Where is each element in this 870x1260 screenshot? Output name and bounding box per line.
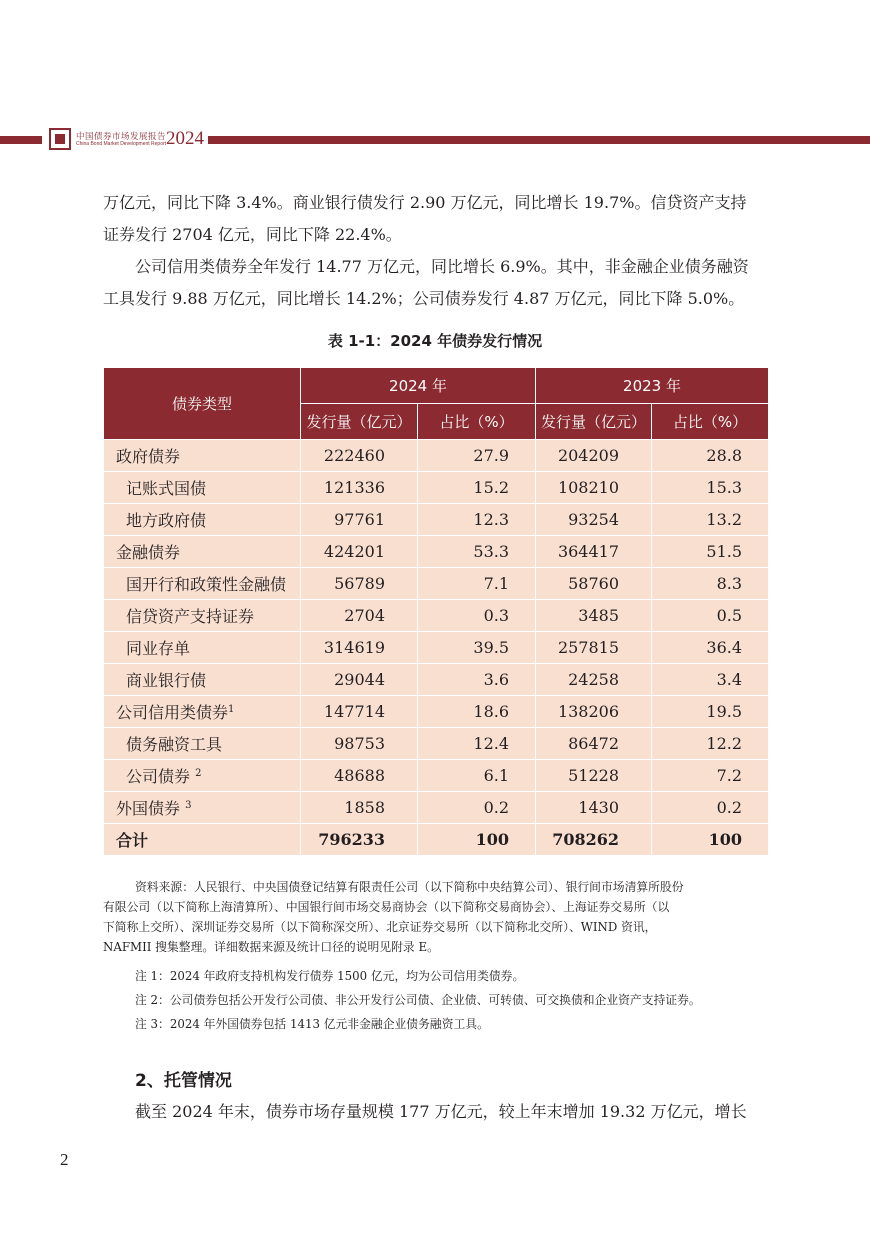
cell-volume-2023: 93254 (536, 504, 652, 536)
cell-share-2024: 39.5 (418, 632, 536, 664)
cell-share-2024: 12.3 (418, 504, 536, 536)
cell-share-2024: 18.6 (418, 696, 536, 728)
cell-volume-2024: 98753 (301, 728, 418, 760)
header-share-2023: 占比（%） (652, 404, 769, 440)
section-paragraph: 截至 2024 年末，债券市场存量规模 177 万亿元，较上年末增加 19.32 万亿元，增长 (135, 1102, 747, 1121)
cell-volume-2024: 2704 (301, 600, 418, 632)
row-label: 金融债券 (104, 536, 301, 568)
text-line: 万亿元，同比下降 3.4%。商业银行债发行 2.90 万亿元，同比增长 19.7%。信贷资产支持 (103, 193, 747, 212)
footnote-2: 注 2：公司债券包括公开发行公司债、非公开发行公司债、企业债、可转债、可交换债和企业资产支持证券。 (135, 993, 701, 1007)
cell-volume-2023: 24258 (536, 664, 652, 696)
cell-volume-2024: 56789 (301, 568, 418, 600)
row-label: 同业存单 (104, 632, 301, 664)
cell-share-2023: 12.2 (652, 728, 769, 760)
header-rule-left (0, 136, 42, 144)
text-line: 证券发行 2704 亿元，同比下降 22.4%。 (103, 225, 402, 244)
table-row (104, 536, 769, 568)
row-label: 政府债券 (104, 440, 301, 472)
header-year: 2024 (166, 128, 204, 149)
cell-share-2024: 7.1 (418, 568, 536, 600)
cell-share-2023: 36.4 (652, 632, 769, 664)
row-label: 记账式国债 (104, 472, 301, 504)
cell-share-2024: 0.3 (418, 600, 536, 632)
cell-volume-2024: 121336 (301, 472, 418, 504)
header-bond-type: 债券类型 (104, 368, 301, 440)
cell-share-2023: 7.2 (652, 760, 769, 792)
cell-volume-2024: 48688 (301, 760, 418, 792)
footnote-marker: 1 (228, 704, 235, 715)
cell-share-2023: 0.2 (652, 792, 769, 824)
text-line: 资料来源：人民银行、中央国债登记结算有限责任公司（以下简称中央结算公司）、银行间市场清算所股份 (135, 880, 684, 894)
cell-volume-2023: 51228 (536, 760, 652, 792)
cell-share-2023: 100 (652, 824, 769, 856)
text-line: 下简称上交所）、深圳证券交易所（以下简称深交所）、北京证券交易所（以下简称北交所）、WIND 资讯， (103, 920, 657, 934)
footnote-marker: 3 (185, 800, 192, 811)
row-label: 公司信用类债券$^1$ (104, 696, 301, 728)
cell-volume-2023: 108210 (536, 472, 652, 504)
cell-share-2023: 19.5 (652, 696, 769, 728)
section-heading: 2、托管情况 (135, 1071, 232, 1091)
cell-share-2023: 28.8 (652, 440, 769, 472)
header-volume-2023: 发行量（亿元） (536, 404, 652, 440)
header-year-2024: 2024 年 (301, 368, 536, 404)
cell-share-2024: 15.2 (418, 472, 536, 504)
bond-issuance-table (103, 367, 769, 856)
row-label: 地方政府债 (104, 504, 301, 536)
table-row (104, 472, 769, 504)
footnote-3: 注 3：2024 年外国债券包括 1413 亿元非金融企业债务融资工具。 (135, 1017, 489, 1031)
table-row (104, 760, 769, 792)
cell-share-2024: 12.4 (418, 728, 536, 760)
header-title-en: China Bond Market Development Report (76, 141, 167, 147)
cell-volume-2023: 257815 (536, 632, 652, 664)
row-label: 公司债券 $^2$ (104, 760, 301, 792)
cell-share-2023: 8.3 (652, 568, 769, 600)
cell-share-2024: 0.2 (418, 792, 536, 824)
footnote-marker: 2 (195, 768, 202, 779)
table-row (104, 600, 769, 632)
cell-share-2024: 53.3 (418, 536, 536, 568)
row-label: 国开行和政策性金融债 (104, 568, 301, 600)
header-volume-2024: 发行量（亿元） (301, 404, 418, 440)
cell-volume-2023: 1430 (536, 792, 652, 824)
table-row (104, 728, 769, 760)
row-label: 商业银行债 (104, 664, 301, 696)
cell-share-2024: 27.9 (418, 440, 536, 472)
table-title: 表 1-1：2024 年债券发行情况 (327, 332, 543, 350)
data-source-note (103, 877, 768, 957)
header-year-2023: 2023 年 (536, 368, 769, 404)
table-row (104, 664, 769, 696)
row-label: 信贷资产支持证券 (104, 600, 301, 632)
table-row (104, 568, 769, 600)
cell-volume-2023: 3485 (536, 600, 652, 632)
report-logo-icon (49, 128, 71, 150)
cell-volume-2023: 58760 (536, 568, 652, 600)
cell-volume-2024: 29044 (301, 664, 418, 696)
cell-volume-2023: 86472 (536, 728, 652, 760)
cell-share-2023: 15.3 (652, 472, 769, 504)
cell-share-2023: 51.5 (652, 536, 769, 568)
cell-volume-2024: 314619 (301, 632, 418, 664)
cell-volume-2023: 708262 (536, 824, 652, 856)
table-row-total (104, 824, 769, 856)
cell-volume-2024: 424201 (301, 536, 418, 568)
table-row (104, 440, 769, 472)
table-row (104, 792, 769, 824)
cell-volume-2024: 1858 (301, 792, 418, 824)
cell-volume-2024: 222460 (301, 440, 418, 472)
text-line: 工具发行 9.88 万亿元，同比增长 14.2%；公司债券发行 4.87 万亿元，同比下降 5.0%。 (103, 289, 745, 308)
text-line: NAFMII 搜集整理。详细数据来源及统计口径的说明见附录 E。 (103, 940, 439, 954)
cell-share-2024: 3.6 (418, 664, 536, 696)
row-label: 合计 (104, 824, 301, 856)
header-share-2024: 占比（%） (418, 404, 536, 440)
header-rule-right (208, 136, 870, 144)
table-row (104, 632, 769, 664)
cell-volume-2023: 364417 (536, 536, 652, 568)
page-number: 2 (60, 1150, 69, 1169)
cell-volume-2024: 97761 (301, 504, 418, 536)
cell-volume-2023: 138206 (536, 696, 652, 728)
table-row (104, 504, 769, 536)
cell-share-2024: 100 (418, 824, 536, 856)
row-label: 外国债券 $^3$ (104, 792, 301, 824)
cell-volume-2024: 796233 (301, 824, 418, 856)
paragraph-financial-bonds (103, 187, 768, 251)
cell-share-2023: 13.2 (652, 504, 769, 536)
text-line: 公司信用类债券全年发行 14.77 万亿元，同比增长 6.9%。其中，非金融企业债务融资 (135, 257, 749, 276)
paragraph-corporate-bonds (103, 251, 768, 315)
cell-volume-2024: 147714 (301, 696, 418, 728)
header-title-cn: 中国债券市场发展报告 (76, 132, 167, 142)
cell-share-2024: 6.1 (418, 760, 536, 792)
cell-share-2023: 0.5 (652, 600, 769, 632)
footnote-1: 注 1：2024 年政府支持机构发行债券 1500 亿元，均为公司信用类债券。 (135, 969, 525, 983)
cell-volume-2023: 204209 (536, 440, 652, 472)
cell-share-2023: 3.4 (652, 664, 769, 696)
table-row (104, 696, 769, 728)
text-line: 有限公司（以下简称上海清算所）、中国银行间市场交易商协会（以下简称交易商协会）、上海证券交易所（以 (103, 900, 670, 914)
row-label: 债务融资工具 (104, 728, 301, 760)
